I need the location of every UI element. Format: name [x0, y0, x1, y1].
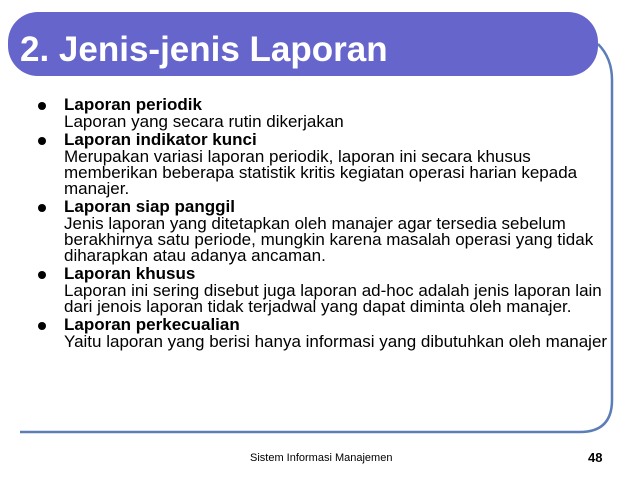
- footer-title: Sistem Informasi Manajemen: [250, 452, 393, 464]
- bullet-icon: [38, 102, 46, 110]
- item-description: Jenis laporan yang ditetapkan oleh manajer agar tersedia sebelum berakhirnya satu periode, mungkin karena masalah operasi yang tidak diharapkan atau adanya ancaman.: [64, 214, 594, 265]
- slide-title: 2. Jenis-jenis Laporan: [20, 30, 388, 69]
- item-heading: Laporan khusus: [64, 264, 196, 283]
- item-heading: Laporan indikator kunci: [64, 130, 257, 149]
- list-item: [38, 95, 608, 130]
- item-heading: Laporan siap panggil: [64, 197, 235, 216]
- bullet-icon: [38, 204, 46, 212]
- list-item: [38, 130, 608, 197]
- item-description: Yaitu laporan yang berisi hanya informasi yang dibutuhkan oleh manajer: [64, 332, 608, 351]
- item-description: Laporan ini sering disebut juga laporan ad-hoc adalah jenis laporan lain dari jenois laporan tidak terjadwal yang dapat diminta oleh manajer.: [64, 281, 602, 316]
- item-description: Laporan yang secara rutin dikerjakan: [64, 112, 344, 131]
- list-item: [38, 197, 608, 264]
- item-heading: Laporan periodik: [64, 95, 202, 114]
- bullet-icon: [38, 271, 46, 279]
- bullet-icon: [38, 137, 46, 145]
- item-description: Merupakan variasi laporan periodik, laporan ini secara khusus memberikan beberapa statistik kritis kegiatan operasi harian kepada manajer.: [64, 147, 578, 198]
- page-number: 48: [588, 450, 603, 465]
- list-item: [38, 315, 608, 350]
- bullet-list: [38, 95, 608, 350]
- item-heading: Laporan perkecualian: [64, 315, 240, 334]
- bullet-icon: [38, 322, 46, 330]
- list-item: [38, 264, 608, 315]
